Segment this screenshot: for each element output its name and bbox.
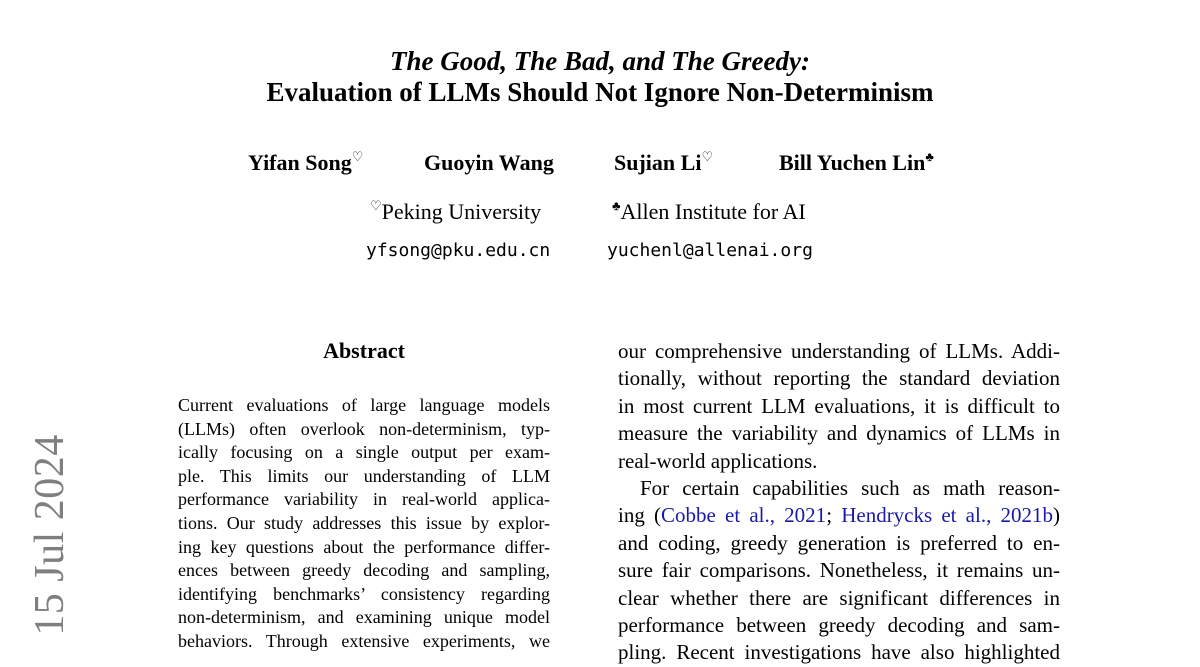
abstract-line: performance variability in real-world applica- [178, 489, 550, 510]
abstract-line: Current evaluations of large language models [178, 395, 550, 415]
abstract-line: ically focusing on a single output per exam- [178, 442, 550, 463]
email-pku[interactable]: yfsong@pku.edu.cn [366, 240, 551, 261]
title-line-2: Evaluation of LLMs Should Not Ignore Non-Determinism [266, 77, 934, 107]
intro-line-with-citations [618, 502, 1060, 529]
paper-title [0, 46, 1200, 108]
affiliation-mark: ♡ [701, 149, 714, 164]
affiliation-mark: ♡ [351, 149, 364, 164]
abstract-line: identifying benchmarks’ consistency regarding [178, 583, 550, 604]
author-sujian-li [614, 150, 713, 176]
author-name: Bill Yuchen Lin [779, 150, 926, 175]
affiliation-name: Allen Institute for AI [620, 199, 806, 224]
arxiv-date-stamp [27, 434, 73, 636]
affiliation-name: Peking University [381, 199, 542, 224]
intro-line: clear whether there are significant differences in [618, 585, 1060, 610]
affiliation-mark: ♡ [370, 198, 382, 213]
abstract-line: (LLMs) often overlook non-determinism, typ- [178, 418, 550, 439]
abstract-line: non-determinism, and examining unique model [178, 607, 550, 628]
intro-line: our comprehensive understanding of LLMs. Addi- [618, 339, 1060, 363]
email-allenai[interactable]: yuchenl@allenai.org [607, 240, 813, 261]
intro-line: performance between greedy decoding and sam- [618, 613, 1060, 638]
intro-line: For certain capabilities such as math reason- [640, 476, 1060, 501]
author-yifan-song [248, 150, 363, 176]
intro-text: ing ( [618, 503, 662, 528]
affiliation-allen-institute [612, 199, 806, 225]
intro-line: sure fair comparisons. Nonetheless, it remains un- [618, 558, 1060, 583]
arxiv-date-text: 15 Jul 2024 [27, 434, 73, 636]
abstract-body [178, 394, 550, 654]
abstract-line: ences between greedy decoding and sampling, [178, 560, 550, 581]
intro-text: ) [1053, 503, 1061, 528]
abstract-line: ple. This limits our understanding of LLM [178, 465, 550, 486]
intro-text: ; [826, 503, 842, 528]
intro-line: tionally, without reporting the standard deviation [618, 366, 1060, 391]
citation-link-cobbe[interactable]: Cobbe et al., 2021 [661, 503, 827, 528]
intro-line: pling. Recent investigations have also highlighted [618, 640, 1060, 665]
author-name: Yifan Song [248, 150, 352, 175]
affiliation-peking-university [370, 199, 541, 225]
affiliation-mark: ♣ [925, 149, 934, 164]
intro-line: measure the variability and dynamics of LLMs in [618, 421, 1060, 446]
intro-line: and coding, greedy generation is preferred to en- [618, 530, 1060, 555]
affiliation-mark: ♣ [612, 198, 621, 213]
title-line-1: The Good, The Bad, and The Greedy: [390, 46, 810, 76]
abstract-line: tions. Our study addresses this issue by explor- [178, 512, 550, 533]
introduction-text [618, 338, 1060, 667]
intro-line: real-world applications. [618, 448, 818, 473]
author-name: Guoyin Wang [424, 150, 554, 175]
citation-link-hendrycks[interactable]: Hendrycks et al., 2021b [841, 503, 1054, 528]
abstract-line: ing key questions about the performance differ- [178, 536, 550, 557]
author-bill-yuchen-lin [779, 150, 934, 176]
author-name: Sujian Li [614, 150, 702, 175]
intro-line: in most current LLM evaluations, it is difficult to [618, 393, 1060, 418]
abstract-heading: Abstract [323, 338, 405, 363]
abstract-line: behaviors. Through extensive experiments, we [178, 630, 550, 651]
author-guoyin-wang [424, 150, 554, 176]
author-list [0, 150, 1200, 180]
